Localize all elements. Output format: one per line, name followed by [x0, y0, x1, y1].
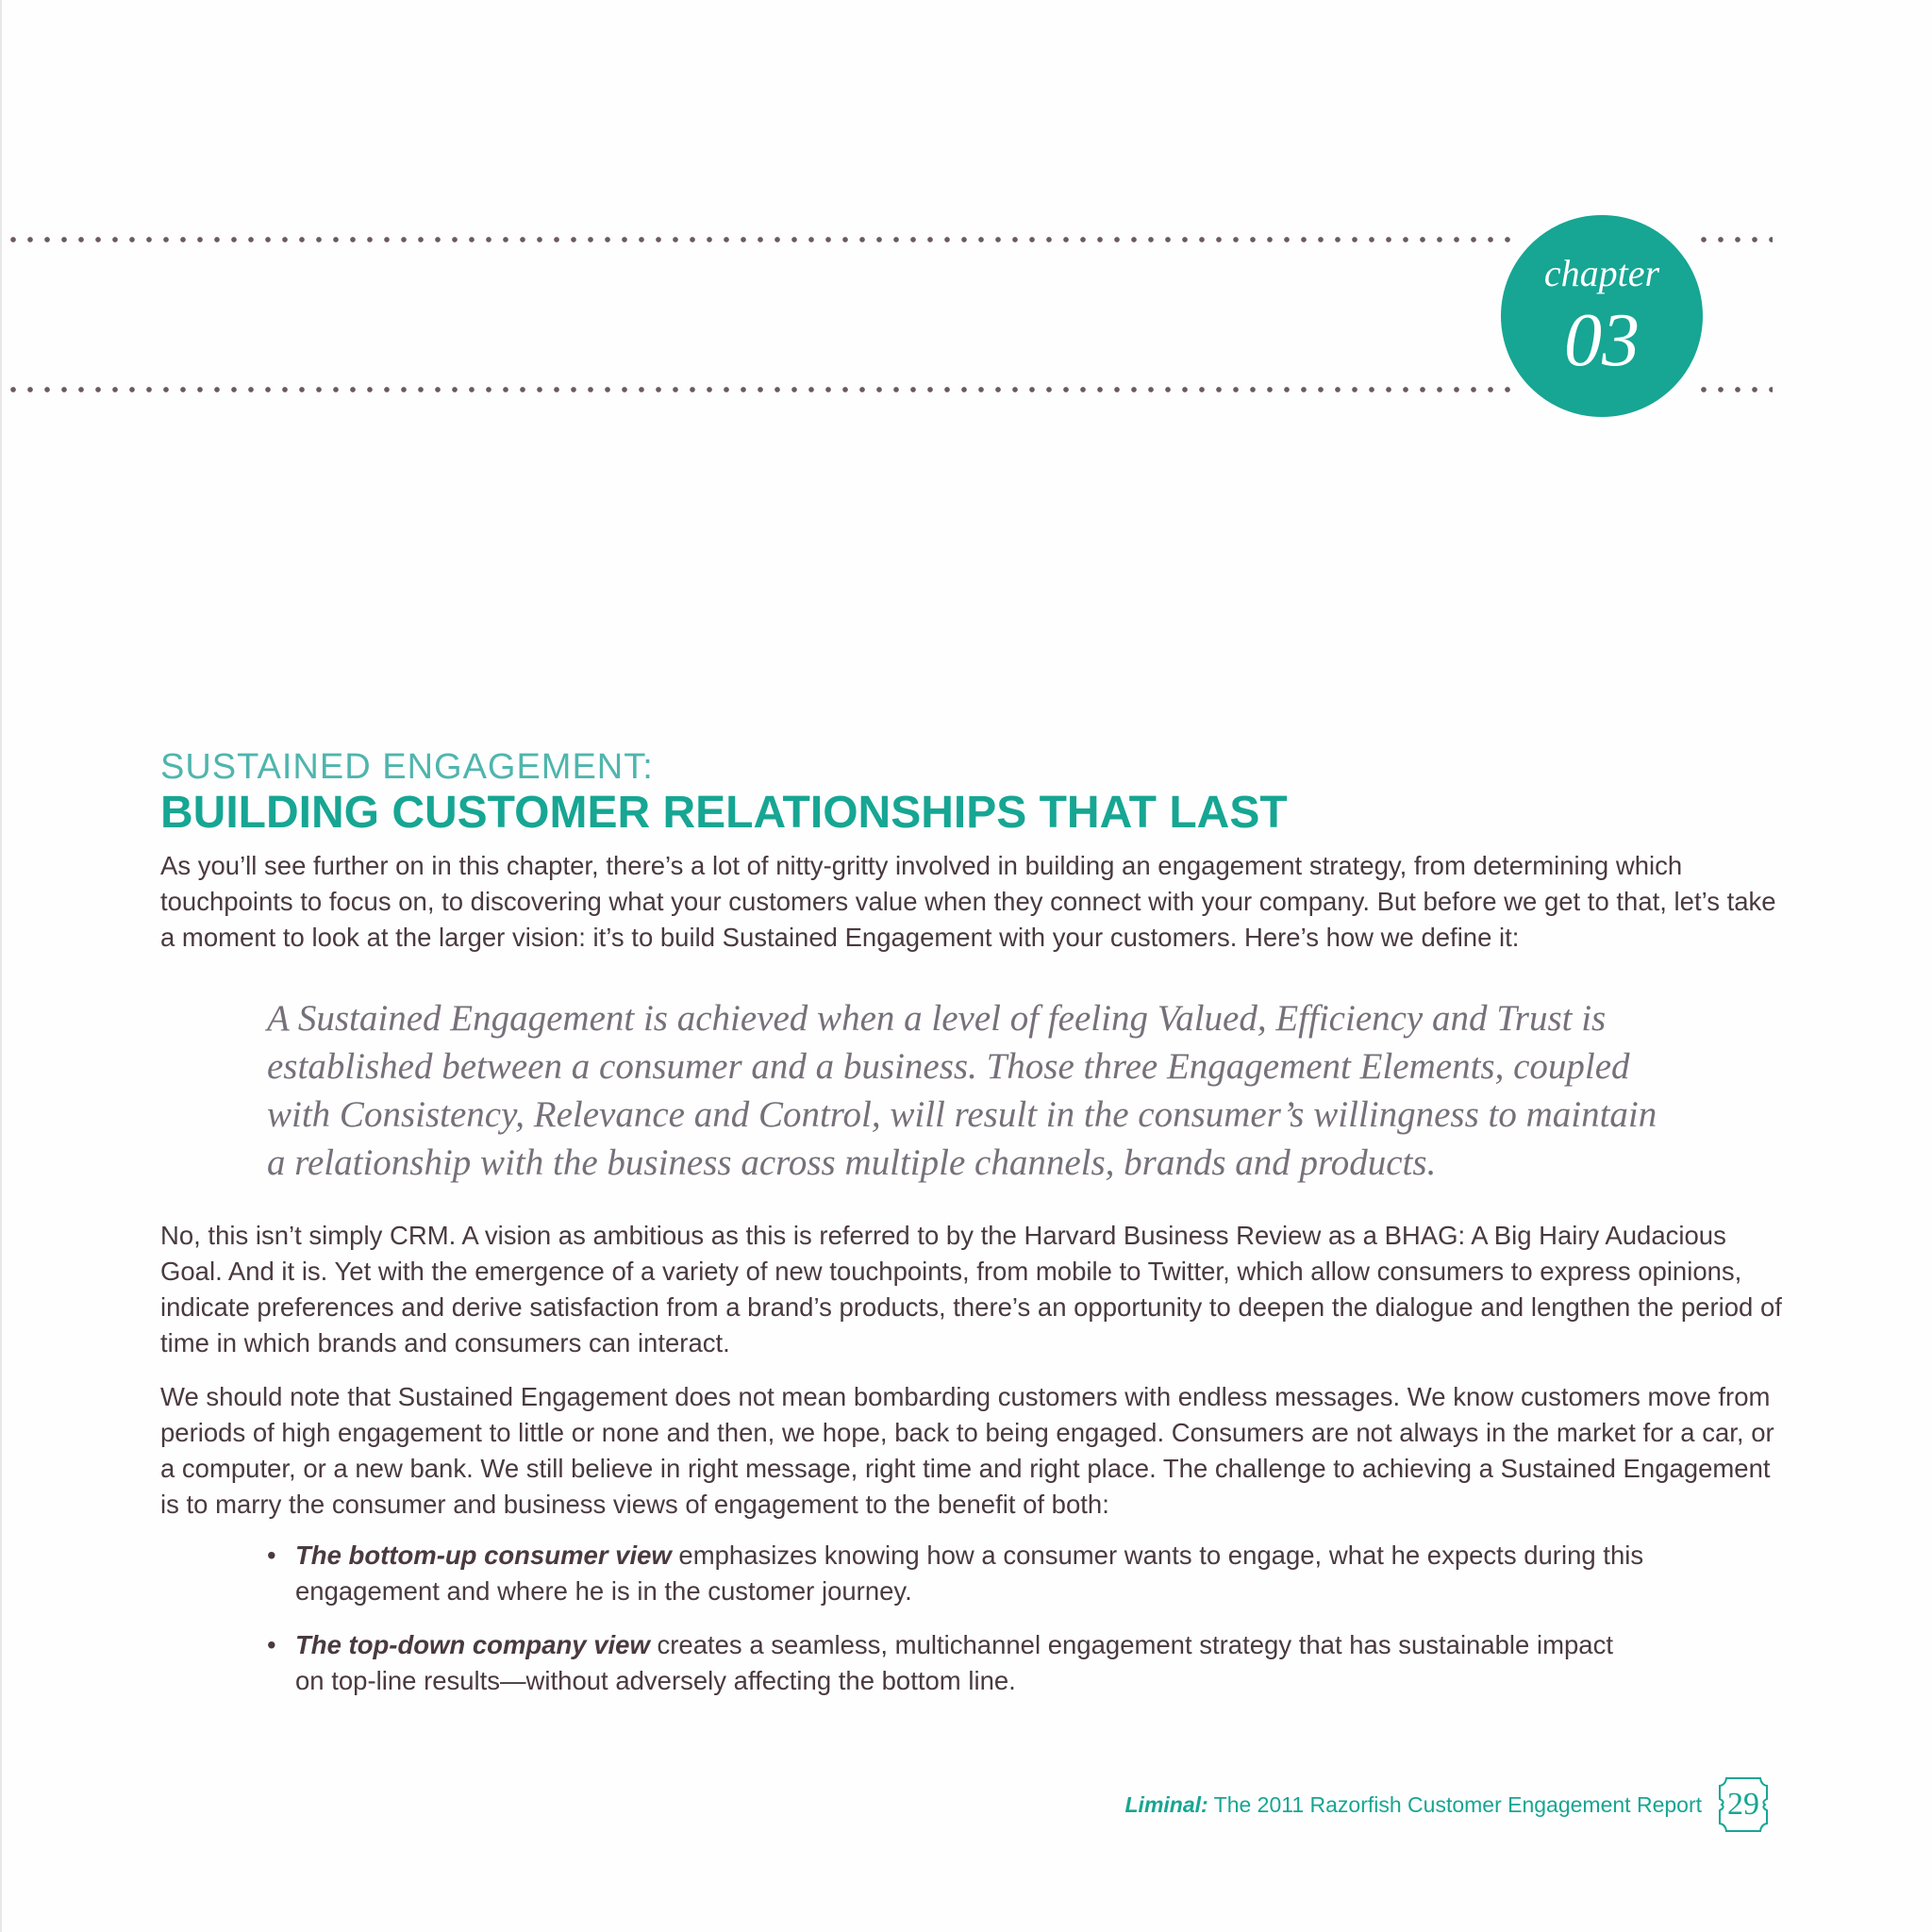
dotted-rule-top-right [1695, 236, 1773, 243]
views-bullet-list [267, 1538, 1644, 1717]
intro-paragraph: As you’ll see further on in this chapter, there’s a lot of nitty-gritty involved in building an engagement strategy, from determining which touchpoints to focus on, to discovering what your customers value when they connect with your company. But before we get to that, let’s take a moment to look at the larger vision: it’s to build Sustained Engagement with your customers. Here’s how we define it: [160, 851, 1776, 952]
page-number [1717, 1775, 1770, 1834]
footer-report-title [1125, 1790, 1703, 1819]
footer-emphasis: Liminal: [1124, 1792, 1208, 1817]
section-subtitle: SUSTAINED ENGAGEMENT: [160, 747, 654, 787]
bullet-icon: • [267, 1541, 276, 1570]
footer-text: The 2011 Razorfish Customer Engagement Report [1208, 1792, 1702, 1817]
dotted-rule-top-left [5, 236, 1511, 243]
page-edge [0, 0, 2, 1932]
bullet-icon: • [267, 1630, 276, 1659]
chapter-label: chapter [1543, 252, 1660, 294]
body-paragraph-crm: No, this isn’t simply CRM. A vision as ambitious as this is referred to by the Harvard Business Review as a BHAG: A Big Hairy Audacious Goal. And it is. Yet with the emergence of a variety of new touchpoints, from mobile to Twitter, which allow consumers to express opinions, indicate preferences and derive satisfaction from a brand’s products, there’s an opportunity to deepen the dialogue and lengthen the period of time in which brands and consumers can interact. [160, 1221, 1782, 1357]
chapter-number: 03 [1564, 299, 1640, 382]
bullet-text: creates a seamless, multichannel engagement strategy that has sustainable impact on top-line results—without adversely affecting the bottom line. [295, 1630, 1613, 1695]
bullet-text: emphasizes knowing how a consumer wants to engage, what he expects during this engagement and where he is in the customer journey. [295, 1541, 1644, 1606]
body-paragraph-sustained: We should note that Sustained Engagement does not mean bombarding customers with endless messages. We know customers move from periods of high engagement to little or none and then, we hope, back to being engaged. Consumers are not always in the market for a car, or a computer, or a new bank. We still believe in right message, right time and right place. The challenge to achieving a Sustained Engagement is to marry the consumer and business views of engagement to the benefit of both: [160, 1382, 1774, 1519]
bullet-lead: The bottom-up consumer view [295, 1541, 672, 1570]
list-item [267, 1538, 1644, 1609]
dotted-rule-bottom-right [1695, 386, 1773, 393]
section-title: BUILDING CUSTOMER RELATIONSHIPS THAT LAST [160, 788, 1288, 838]
dotted-rule-bottom-left [5, 386, 1511, 393]
page-number-value: 29 [1727, 1787, 1759, 1822]
bullet-lead: The top-down company view [295, 1630, 650, 1659]
chapter-badge [1501, 215, 1703, 417]
list-item [267, 1627, 1644, 1699]
definition-quote: A Sustained Engagement is achieved when a level of feeling Valued, Efficiency and Trust is established between a consumer and a business. Those three Engagement Elements, coupled with Consistency, Relevance and Control, will result in the consumer’s willingness to maintain a relationship with the business across multiple channels, brands and products. [267, 998, 1657, 1183]
